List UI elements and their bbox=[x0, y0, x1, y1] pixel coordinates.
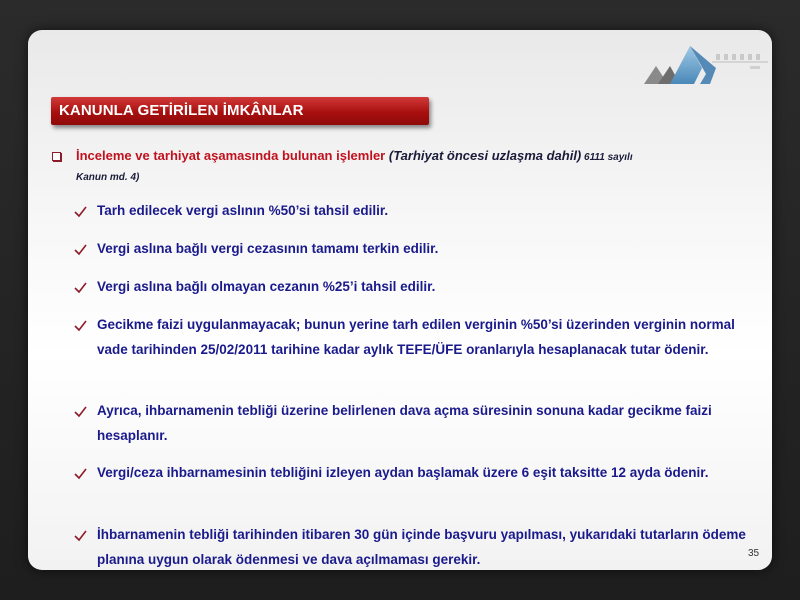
main-bullet-line-1 bbox=[76, 148, 633, 163]
main-bullet-italic-text: (Tarhiyat öncesi uzlaşma dahil) bbox=[385, 148, 582, 163]
sub-bullet-text: İhbarnamenin tebliği tarihinden itibaren 30 gün içinde başvuru yapılması, yukarıdaki tutarların ödeme planına uygun olarak ödenmesi ve dava açılmaması gerekir. bbox=[97, 527, 746, 567]
slide-title: KANUNLA GETİRİLEN İMKÂNLAR bbox=[59, 102, 304, 119]
checkmark-icon bbox=[74, 529, 90, 543]
hollow-square-bullet-icon bbox=[52, 152, 61, 161]
checkmark-icon bbox=[74, 205, 90, 219]
mountain-logo-icon bbox=[640, 38, 770, 94]
checkmark-icon bbox=[74, 405, 90, 419]
sub-bullet-text: Ayrıca, ihbarnamenin tebliği üzerine belirlenen dava açma süresinin sonuna kadar gecikme faizi hesaplanır. bbox=[97, 403, 712, 443]
sub-bullet-text: Vergi aslına bağlı olmayan cezanın %25’i tahsil edilir. bbox=[97, 279, 436, 294]
sub-bullet-text: Gecikme faizi uygulanmayacak; bunun yerine tarh edilen verginin %50’si üzerinden verginin normal vade tarihinden 25/02/2011 tarihine kadar aylık TEFE/ÜFE oranlarıyla hesaplanacak tutar ödenir. bbox=[97, 317, 735, 357]
checkmark-icon bbox=[74, 467, 90, 481]
law-reference-part1: 6111 sayılı bbox=[581, 152, 633, 163]
page-number: 35 bbox=[748, 548, 760, 559]
law-reference-part2: Kanun md. 4) bbox=[76, 172, 140, 183]
sub-bullet-text: Vergi aslına bağlı vergi cezasının tamamı terkin edilir. bbox=[97, 241, 439, 256]
slide bbox=[28, 30, 772, 570]
title-bar bbox=[51, 97, 429, 125]
checkmark-icon bbox=[74, 243, 90, 257]
checkmark-icon bbox=[74, 319, 90, 333]
sub-bullet-text: Vergi/ceza ihbarnamesinin tebliğini izleyen aydan başlamak üzere 6 eşit taksitte 12 ayda ödenir. bbox=[97, 465, 709, 480]
checkmark-icon bbox=[74, 281, 90, 295]
sub-bullet-text: Tarh edilecek vergi aslının %50’si tahsil edilir. bbox=[97, 203, 389, 218]
main-bullet-red-text: İnceleme ve tarhiyat aşamasında bulunan işlemler bbox=[76, 148, 386, 163]
